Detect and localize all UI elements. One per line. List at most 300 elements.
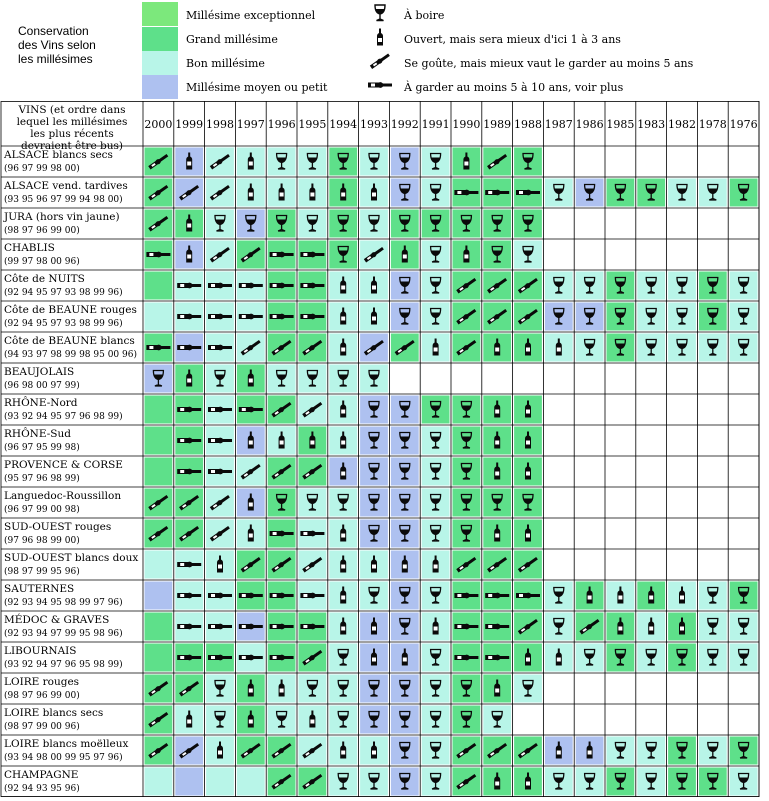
quality-fill [145, 644, 173, 672]
vintage-cell [576, 334, 604, 362]
vintage-cell [422, 334, 450, 362]
vintage-cell [483, 613, 511, 641]
vintage-cell [483, 768, 511, 796]
vintage-cell [268, 210, 296, 238]
vintage-cell [237, 148, 265, 176]
vintage-cell [514, 613, 542, 641]
vintage-cell [206, 551, 234, 579]
vintage-cell [422, 458, 450, 486]
vintage-cell [145, 520, 173, 548]
vintage-cell [391, 458, 419, 486]
vintage-cell [514, 768, 542, 796]
vintage-cell [514, 489, 542, 517]
vintage-cell [329, 768, 357, 796]
quality-fill [175, 768, 203, 796]
vintage-cell [576, 644, 604, 672]
vintage-cell [175, 613, 203, 641]
vintage-cell [360, 179, 388, 207]
vintage-cell [237, 272, 265, 300]
vintage-cell [514, 148, 542, 176]
legend-desc-goute: Se goûte, mais mieux vaut le garder au moins 5 ans [404, 57, 694, 70]
vintage-cell [299, 148, 327, 176]
vintage-cell [268, 334, 296, 362]
vintage-cell [483, 148, 511, 176]
vintage-cell [360, 427, 388, 455]
vintage-cell [514, 210, 542, 238]
vintage-cell [175, 458, 203, 486]
vintage-cell [206, 241, 234, 269]
vintage-cell [422, 427, 450, 455]
vintage-cell [175, 365, 203, 393]
vintage-cell [483, 489, 511, 517]
year-header-1986: 1986 [575, 118, 604, 131]
vintage-cell [237, 706, 265, 734]
vintage-cell [422, 396, 450, 424]
vintage-cell [206, 179, 234, 207]
quality-fill [206, 768, 234, 796]
vintage-cell [360, 303, 388, 331]
vintage-cell [206, 365, 234, 393]
vintage-cell [237, 334, 265, 362]
vintage-cell [730, 768, 758, 796]
vintage-cell [607, 644, 635, 672]
vintage-cell [545, 179, 573, 207]
vintage-cell [668, 179, 696, 207]
quality-fill [145, 551, 173, 579]
vintage-cell [145, 644, 173, 672]
vintage-cell [299, 365, 327, 393]
vintage-cell [576, 303, 604, 331]
vintage-cell [268, 458, 296, 486]
table-row [4, 303, 758, 331]
vintage-cell [206, 613, 234, 641]
wine-order: (96 97 99 00 98) [4, 505, 80, 515]
vintage-cell [514, 582, 542, 610]
wine-name: LIBOURNAIS [4, 645, 77, 657]
vintage-cell [514, 737, 542, 765]
vintage-cell [637, 737, 665, 765]
vintage-cell [391, 427, 419, 455]
vintage-cell [668, 644, 696, 672]
vintage-cell [329, 613, 357, 641]
vintage-cell [206, 427, 234, 455]
vintage-cell [206, 489, 234, 517]
vintage-cell [391, 737, 419, 765]
vintage-cell [483, 272, 511, 300]
vintage-cell [453, 582, 481, 610]
vintage-cell [422, 520, 450, 548]
table-row [4, 706, 511, 734]
vintage-cell [299, 272, 327, 300]
table-header-label [17, 104, 128, 152]
vintage-cell [145, 427, 173, 455]
wine-order: (98 97 96 99 00) [4, 226, 80, 236]
vintage-cell [391, 241, 419, 269]
vintage-cell [329, 179, 357, 207]
legend-swatch-exceptionnel [142, 2, 178, 26]
wine-order: (98 97 96 99 00) [4, 691, 80, 701]
vintage-cell [329, 365, 357, 393]
vintage-cell [422, 303, 450, 331]
vintage-cell [237, 768, 265, 796]
table-row [4, 241, 542, 269]
year-header-1978: 1978 [698, 118, 727, 131]
legend-swatch-bon [142, 51, 178, 75]
vintage-cell [699, 613, 727, 641]
vintage-cell [668, 613, 696, 641]
vintage-cell [329, 334, 357, 362]
vintage-cell [237, 427, 265, 455]
quality-fill [145, 272, 173, 300]
legend-desc-garder: À garder au moins 5 à 10 ans, voir plus [404, 81, 624, 94]
vintage-cell [268, 520, 296, 548]
wine-order: (93 92 94 95 97 96 98 99) [4, 412, 123, 422]
vintage-cell [483, 706, 511, 734]
vintage-cell [730, 179, 758, 207]
vintage-cell [637, 179, 665, 207]
vintage-cell [422, 272, 450, 300]
vintage-cell [237, 675, 265, 703]
vintage-cell [237, 303, 265, 331]
table-row [4, 644, 758, 672]
vintage-cell [237, 613, 265, 641]
vintage-cell [237, 551, 265, 579]
wine-order: (97 96 98 99 00) [4, 536, 80, 546]
vintage-cell [607, 179, 635, 207]
vintage-cell [175, 272, 203, 300]
vintage-cell [637, 334, 665, 362]
wine-order: (98 97 99 95 96) [4, 567, 80, 577]
vintage-cell [360, 241, 388, 269]
vintage-cell [391, 396, 419, 424]
vintage-cell [391, 148, 419, 176]
vintage-cell [391, 706, 419, 734]
vintage-cell [299, 334, 327, 362]
quality-fill [145, 613, 173, 641]
vintage-cell [360, 489, 388, 517]
vintage-cell [268, 582, 296, 610]
vintage-cell [360, 737, 388, 765]
table-row [4, 395, 542, 424]
vintage-cell [175, 675, 203, 703]
vintage-cell [175, 334, 203, 362]
vintage-cell [607, 303, 635, 331]
vintage-cell [514, 241, 542, 269]
vintage-cell [730, 737, 758, 765]
year-header-2000: 2000 [144, 118, 173, 131]
wine-name: SUD-OUEST rouges [4, 521, 112, 533]
vintage-cell [391, 613, 419, 641]
vintage-cell [145, 365, 173, 393]
vintage-cell [422, 644, 450, 672]
quality-fill [145, 458, 173, 486]
vintage-cell [391, 768, 419, 796]
vintage-cell [483, 458, 511, 486]
vintage-cell [668, 582, 696, 610]
wine-order: (93 92 94 97 96 95 98 99) [4, 660, 123, 670]
year-header-1995: 1995 [298, 118, 327, 131]
vintage-cell [483, 241, 511, 269]
vintage-cell [391, 179, 419, 207]
vintage-cell [422, 148, 450, 176]
vintage-cell [360, 458, 388, 486]
vintage-cell [699, 179, 727, 207]
vintage-cell [637, 644, 665, 672]
wine-name: SUD-OUEST blancs doux [4, 552, 139, 564]
vintage-cell [329, 241, 357, 269]
vintage-cell [514, 303, 542, 331]
vintage-cell [206, 210, 234, 238]
vintage-cell [329, 458, 357, 486]
vintage-cell [237, 396, 265, 424]
vintage-cell [422, 210, 450, 238]
vintage-cell [175, 179, 203, 207]
vintage-cell [237, 365, 265, 393]
table-row [4, 458, 542, 486]
vintage-cell [699, 303, 727, 331]
vintage-cell [453, 489, 481, 517]
vintage-cell [545, 737, 573, 765]
vintage-cell [360, 148, 388, 176]
wine-name: PROVENCE & CORSE [4, 459, 123, 471]
vintage-cell [576, 768, 604, 796]
vintage-cell [299, 706, 327, 734]
vintage-cell [145, 334, 173, 362]
vintage-cell [730, 303, 758, 331]
vintage-cell [637, 272, 665, 300]
wine-glass-icon [366, 4, 394, 22]
vintage-cell [360, 365, 388, 393]
vintage-cell [206, 706, 234, 734]
table-row [4, 489, 542, 517]
vintage-cell [299, 489, 327, 517]
vintage-cell [175, 737, 203, 765]
vintage-cell [391, 520, 419, 548]
vintage-cell [422, 582, 450, 610]
wine-order: (92 93 94 97 99 95 98 96) [4, 629, 123, 639]
vintage-cell [637, 613, 665, 641]
vintage-cell [360, 675, 388, 703]
vintage-cell [483, 582, 511, 610]
vintage-cell [422, 768, 450, 796]
vintage-cell [145, 737, 173, 765]
vintage-cell [576, 737, 604, 765]
table-row [4, 582, 758, 610]
vintage-cell [576, 179, 604, 207]
table-row [3, 179, 758, 207]
vintage-cell [422, 613, 450, 641]
table-body [3, 148, 758, 796]
vintage-cell [453, 272, 481, 300]
vintage-cell [145, 303, 173, 331]
quality-fill [237, 768, 265, 796]
wine-name: MÉDOC & GRAVES [4, 614, 110, 626]
vintage-cell [730, 582, 758, 610]
vintage-cell [360, 210, 388, 238]
vintage-cell [145, 675, 173, 703]
vintage-cell [699, 272, 727, 300]
quality-fill [145, 582, 173, 610]
vintage-cell [637, 582, 665, 610]
vintage-cell [329, 303, 357, 331]
vintage-cell [730, 334, 758, 362]
vintage-cell [299, 675, 327, 703]
vintage-cell [545, 334, 573, 362]
vintage-cell [668, 768, 696, 796]
vintage-cell [206, 303, 234, 331]
year-header-1988: 1988 [514, 118, 542, 131]
vintage-cell [514, 179, 542, 207]
vintage-cell [699, 644, 727, 672]
table-row [4, 272, 758, 300]
vintage-cell [699, 334, 727, 362]
vintage-cell [514, 675, 542, 703]
vintage-cell [422, 737, 450, 765]
wine-order: (92 93 94 95 98 99 97 96) [4, 598, 123, 608]
year-header-1976: 1976 [729, 118, 758, 131]
vintage-cell [545, 644, 573, 672]
vintage-cell [268, 551, 296, 579]
wine-order: (94 93 97 98 99 98 95 00 96) [4, 350, 137, 360]
vintage-cell [607, 334, 635, 362]
vintage-cell [299, 551, 327, 579]
vintage-cell [360, 768, 388, 796]
vintage-cell [175, 644, 203, 672]
vintage-cell [237, 737, 265, 765]
vintage-cell [145, 179, 173, 207]
vintage-cell [483, 644, 511, 672]
vintage-cell [514, 458, 542, 486]
quality-fill [145, 396, 173, 424]
vintage-cell [514, 272, 542, 300]
wine-order: (93 94 98 00 99 95 97 96) [4, 753, 123, 763]
vintage-cell [329, 706, 357, 734]
wine-order: (96 97 95 99 98) [4, 443, 80, 453]
vintage-cell [268, 737, 296, 765]
vintage-cell [668, 303, 696, 331]
vintage-cell [360, 582, 388, 610]
vintage-cell [391, 644, 419, 672]
vintage-cell [299, 737, 327, 765]
vintage-cell [268, 272, 296, 300]
year-header-1990: 1990 [452, 118, 481, 131]
vintage-cell [668, 737, 696, 765]
vintage-cell [668, 334, 696, 362]
vintage-cell [299, 458, 327, 486]
vintage-cell [483, 551, 511, 579]
vintage-cell [422, 489, 450, 517]
vintage-cell [514, 644, 542, 672]
wine-name: JURA (hors vin jaune) [4, 211, 120, 223]
vintage-cell [483, 675, 511, 703]
wine-name: CHABLIS [4, 242, 55, 254]
table-row [4, 675, 542, 703]
vintage-cell [453, 396, 481, 424]
year-header-1985: 1985 [606, 118, 635, 131]
wine-name: SAUTERNES [4, 583, 75, 595]
vintage-cell [453, 520, 481, 548]
vintage-cell [730, 644, 758, 672]
vintage-cell [514, 551, 542, 579]
vintage-cell [422, 706, 450, 734]
wine-order: (96 98 00 97 99) [4, 381, 80, 391]
vintage-cell [329, 520, 357, 548]
year-header-1993: 1993 [360, 118, 388, 131]
vintage-cell [299, 179, 327, 207]
vintage-cell [329, 148, 357, 176]
wine-order: (93 95 96 97 99 94 98 00) [4, 195, 123, 205]
wine-order: (99 97 98 00 96) [4, 257, 80, 267]
vintage-cell [268, 489, 296, 517]
vintage-cell [545, 768, 573, 796]
wine-name: Côte de BEAUNE rouges [4, 304, 137, 316]
vintage-cell [483, 210, 511, 238]
vintage-cell [268, 179, 296, 207]
vintage-cell [360, 644, 388, 672]
vintage-cell [175, 241, 203, 269]
vintage-cell [730, 272, 758, 300]
vintage-cell [329, 210, 357, 238]
wine-name: CHAMPAGNE [4, 769, 79, 781]
vintage-cell [329, 675, 357, 703]
vintage-cell [329, 551, 357, 579]
wine-name: Côte de BEAUNE blancs [4, 335, 135, 347]
vintage-cell [360, 396, 388, 424]
vintage-cell [576, 272, 604, 300]
vintage-cell [175, 396, 203, 424]
vintage-cell [360, 334, 388, 362]
vintage-cell [268, 427, 296, 455]
vintage-cell [391, 303, 419, 331]
vintage-cell [483, 427, 511, 455]
legend-swatch-grand [142, 27, 178, 51]
wine-name: BEAUJOLAIS [4, 366, 75, 378]
vintage-cell [175, 768, 203, 796]
vintage-cell [237, 179, 265, 207]
vintage-cell [175, 148, 203, 176]
legend-desc-boire: À boire [404, 9, 445, 22]
vintage-cell [453, 334, 481, 362]
quality-fill [145, 768, 173, 796]
vintage-cell [453, 706, 481, 734]
vintage-cell [145, 458, 173, 486]
vintage-cell [206, 520, 234, 548]
vintage-cell [145, 396, 173, 424]
vintage-cell [607, 582, 635, 610]
vintage-cell [175, 210, 203, 238]
year-header-1994: 1994 [329, 118, 358, 131]
wine-order: (92 94 93 95 96) [4, 784, 80, 794]
wine-name: LOIRE blancs secs [4, 707, 104, 719]
vintage-cell [360, 272, 388, 300]
vintage-cell [299, 396, 327, 424]
vintage-cell [268, 675, 296, 703]
vintage-cell [360, 706, 388, 734]
wine-name: ALSACE vend. tardives [4, 180, 128, 192]
year-header-1989: 1989 [483, 118, 512, 131]
legend-label-bon: Bon millésime [186, 57, 265, 70]
vintage-cell [175, 582, 203, 610]
vintage-cell [268, 706, 296, 734]
year-header-1996: 1996 [267, 118, 296, 131]
table-row [4, 426, 542, 455]
vintage-cell [637, 303, 665, 331]
vintage-cell [206, 582, 234, 610]
quality-fill [145, 303, 173, 331]
header-line: VINS (et ordre dans [18, 104, 126, 116]
vintage-cell [514, 520, 542, 548]
vintage-cell [391, 675, 419, 703]
